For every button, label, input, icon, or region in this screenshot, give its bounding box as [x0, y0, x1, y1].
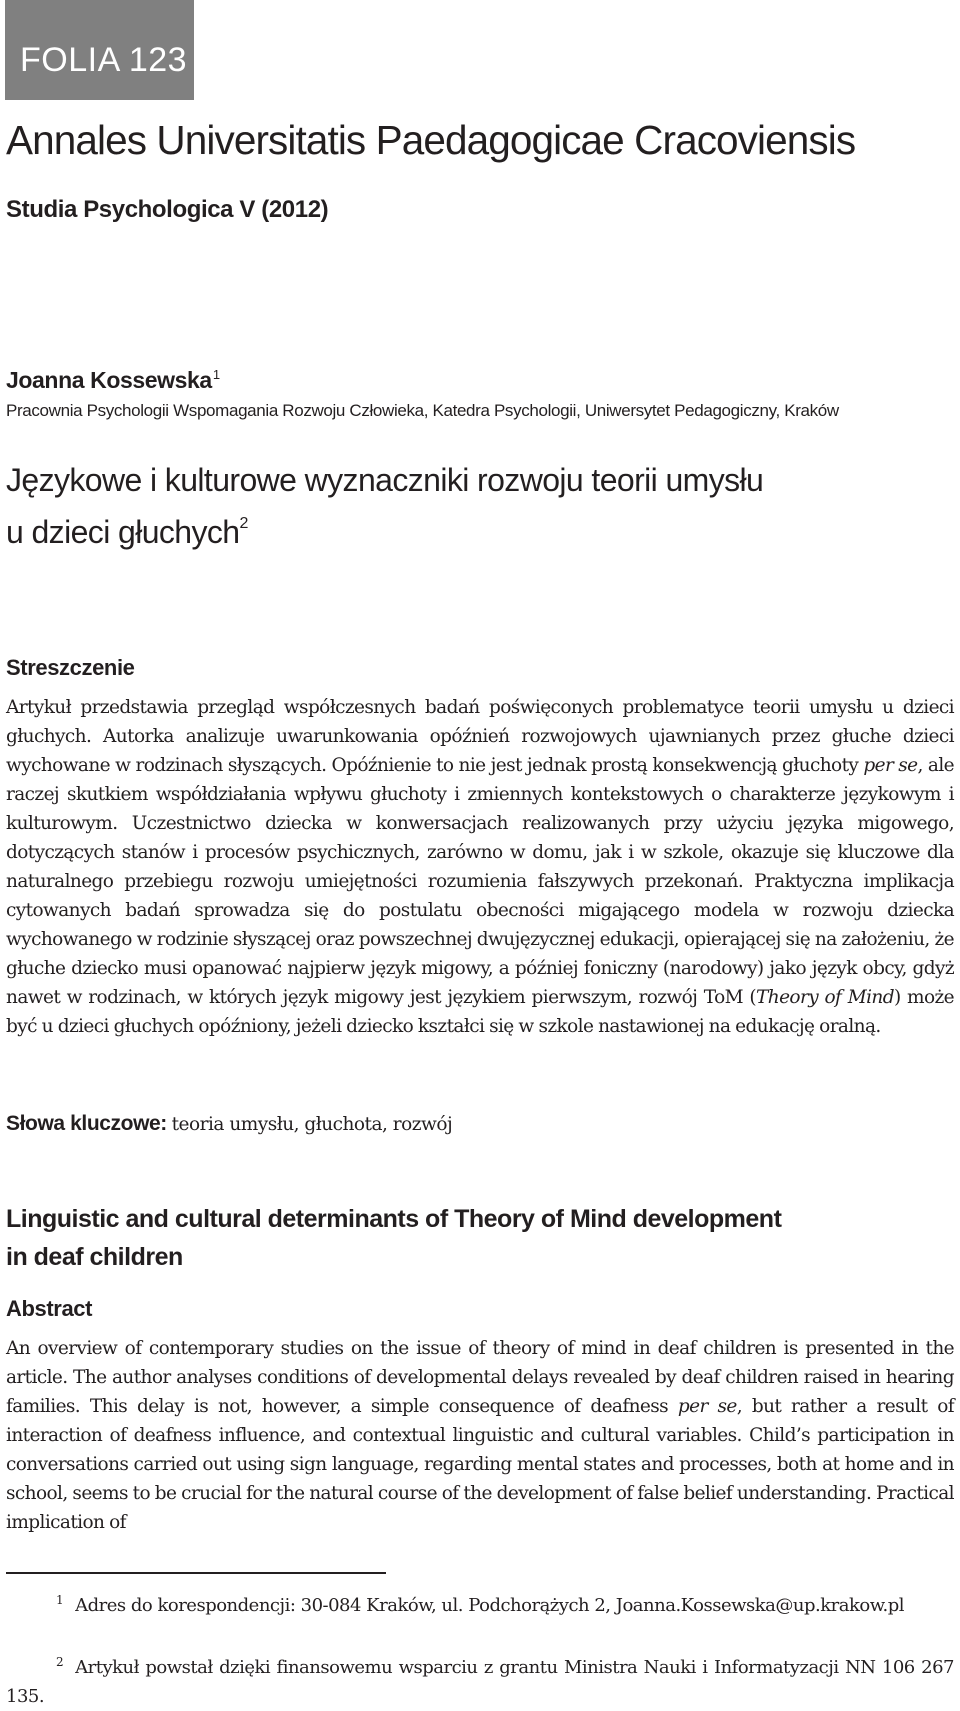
footnote-1-text: Adres do korespondencji: 30-084 Kraków, ul. Podchorążych 2, Joanna.Kossewska@up.krakow.pl	[75, 1595, 904, 1616]
folia-badge	[5, 0, 194, 100]
folia-label: FOLIA 123	[20, 41, 188, 79]
english-abstract-part-2: , but rather a result of interaction of deafness influence, and contextual linguistic and cultural variables. Child’s participation in conversations carried out using sign language, regarding mental states and processes, both at home and in school, seems to be crucial for the natural course of the development of false belief understanding. Practical implication of	[6, 1396, 955, 1533]
polish-abstract-italic-2: Theory of Mind	[756, 987, 894, 1008]
keywords-label: Słowa kluczowe:	[6, 1112, 167, 1135]
abstract-heading: Abstract	[6, 1296, 93, 1321]
footnote-2	[6, 1648, 954, 1711]
polish-article-title	[6, 459, 946, 554]
polish-abstract-italic-1: per se	[863, 755, 918, 776]
english-article-title	[6, 1200, 946, 1276]
polish-title-line-2: u dzieci głuchych	[6, 514, 240, 550]
english-abstract-part-1: An overview of contemporary studies on the issue of theory of mind in deaf children is presented in the article. The author analyses conditions of developmental delays revealed by deaf children raised in hearing families. This delay is not, however, a simple consequence of deafness	[6, 1338, 954, 1417]
author-affiliation: Pracownia Psychologii Wspomagania Rozwoju Człowieka, Katedra Psychologii, Uniwersytet Pedagogiczny, Kraków	[6, 401, 839, 420]
keywords-value: teoria umysłu, głuchota, rozwój	[171, 1114, 453, 1135]
english-title-line-2: in deaf children	[6, 1243, 183, 1271]
author-footnote-mark: 1	[212, 367, 220, 382]
english-title-line-1: Linguistic and cultural determinants of Theory of Mind development	[6, 1205, 782, 1233]
english-abstract	[6, 1334, 954, 1537]
series-title: Studia Psychologica V (2012)	[6, 196, 329, 223]
author-name	[6, 367, 220, 394]
polish-title-line-1: Językowe i kulturowe wyznaczniki rozwoju teorii umysłu	[6, 462, 764, 498]
polish-abstract	[6, 693, 954, 1041]
polish-abstract-part-3: ) może być u dzieci głuchych opóźniony, jeżeli dziecko kształci się w szkole nastawionej na edukację oralną.	[6, 987, 954, 1037]
polish-abstract-part-2: , ale raczej skutkiem współdziałania wpływu głuchoty i zmiennych kontekstowych o charakterze językowym i kulturowym. Uczestnictwo dziecka w konwersacjach realizowanych przy użyciu języka migowego, dotyczących stanów i procesów psychicznych, zarówno w domu, jak i w szkole, okazuje się kluczowe dla naturalnego przebiegu rozwoju umiejętności rozumienia fałszywych przekonań. Praktyczna implikacja cytowanych badań sprowadza się do postulatu obecności migającego modela w rozwoju dziecka wychowanego w rodzinie słyszącej oraz powszechnej dwujęzycznej edukacji, opierającej się na założeniu, że głuche dziecko musi opanować najpierw język migowy, a później foniczny (narodowy) jako język obcy, gdyż nawet w rodzinach, w których język migowy jest językiem pierwszym, rozwój ToM (	[6, 755, 954, 1008]
footnote-2-mark: 2	[56, 1655, 64, 1669]
streszczenie-heading: Streszczenie	[6, 655, 135, 680]
footnote-1	[6, 1586, 954, 1620]
footnote-divider	[6, 1572, 386, 1574]
english-abstract-italic-1: per se	[677, 1396, 737, 1417]
keywords	[6, 1112, 452, 1136]
footnote-1-mark: 1	[56, 1593, 64, 1607]
author-name-text: Joanna Kossewska	[6, 367, 212, 393]
polish-title-footnote-mark: 2	[239, 515, 248, 532]
polish-abstract-part-1: Artykuł przedstawia przegląd współczesnych badań poświęconych problematyce teorii umysłu u dzieci głuchych. Autorka analizuje uwarunkowania opóźnień rozwojowych ujawnianych przez głuche dzieci wychowane w rodzinach słyszących. Opóźnienie to nie jest jednak prostą konsekwencją głuchoty	[6, 697, 954, 776]
footnote-2-text: Artykuł powstał dzięki finansowemu wsparciu z grantu Ministra Nauki i Informatyzacji NN 106 267 135.	[6, 1657, 954, 1707]
journal-title: Annales Universitatis Paedagogicae Cracoviensis	[6, 117, 856, 163]
